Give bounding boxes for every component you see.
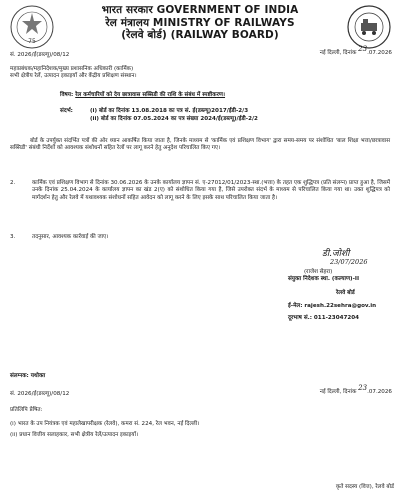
subject-label: विषय: (60, 92, 74, 98)
signature-block (288, 269, 398, 322)
signature-scribble: डी.जोशी (322, 249, 350, 259)
copy-to-list (10, 421, 390, 440)
reference-label: संदर्भ: (60, 108, 73, 114)
signatory-office: रेलवे बोर्ड (336, 289, 355, 296)
addressee-line-1: महाप्रबंधक/महानिदेशक/मुख्य प्रशासनिक अधिकारी (कार्मिक) (10, 66, 134, 72)
svg-text:75: 75 (28, 38, 36, 45)
date-suffix: .07.2026 (367, 50, 392, 56)
signatory-title: संयुक्त निदेशक स्था. (कल्याण)-II (288, 276, 360, 283)
signatory-phone: दूरभाष सं.: 011-23047204 (288, 314, 360, 321)
footer-date (282, 384, 392, 396)
header-line-2: रेल मंत्रालय MINISTRY OF RAILWAYS (105, 16, 295, 29)
bharat-swatantrata-emblem (10, 5, 54, 49)
header-line-1: भारत सरकार GOVERNMENT OF INDIA (101, 4, 299, 16)
subject (60, 92, 390, 99)
signature-date: 23/07/2026 (330, 258, 368, 266)
paragraph-2 (10, 180, 390, 202)
addressee (10, 66, 300, 81)
date-prefix: नई दिल्ली, दिनांक (319, 50, 357, 56)
copy-to-label: प्रतिलिपि प्रेषित: (10, 407, 43, 413)
enclosure: संलग्नक: यथोक्त (10, 373, 46, 379)
copy-to-item-1: (i) भारत के उप नियंत्रक एवं महालेखापरीक्षक (रेलवे), कमरा सं. 224, रेल भवन, नई दिल्ली। (10, 421, 200, 427)
paragraph-3 (10, 234, 390, 241)
letterhead (70, 4, 330, 42)
paragraph-2-text: कार्मिक एवं प्रशिक्षण विभाग से दिनांक 30.06.2026 के उनके कार्यालय ज्ञापन सं. ए-27012/01/2023-स्था.(भत्ता) के तहत एक शुद्धिपत्र (प्रति संलग्न) प्राप्त हुआ है, जिसमें उनके दिनांक 25.04.2024 के कार्यालय ज्ञापन का खंड 2(ए) को संशोधित किया गया है, जिसे उपरोक्त संदर्भ के माध्यम से परिचालित किया गया था। उक्त शुद्धिपत्र को मार्गदर्शन हेतु और रेलवे में यथावश्यक संशोधनों सहित आवेदन को लागू करने के लिए इसके साथ परिचालित किया जाता है। (32, 180, 390, 201)
copy-to-item-2: (ii) प्रधान वित्तीय सलाहकार, सभी क्षेत्रीय रेलें/उत्पादन इकाइयाँ। (10, 432, 139, 439)
footer-date-handwritten: 23 (358, 384, 368, 392)
footer-date-suffix: .07.2026 (367, 389, 392, 395)
paragraph-3-number: 3. (10, 234, 16, 240)
paragraph-1: बोर्ड के उपर्युक्त संदर्भित पत्रों की ओर ध्यान आकर्षित किया जाता है, जिनके माध्यम से 'कार्मिक एवं प्रशिक्षण विभाग' द्वारा समय-समय पर संशोधित 'बाल शिक्षा भत्ता/छात्रावास सब्सिडी' संबंधी निर्देशों को आवश्यक संशोधनों सहित रेलों पर लागू करने हेतु अनुदेश परिचालित किए गए। (10, 138, 390, 152)
date-handwritten: 23 (358, 45, 368, 53)
indian-railways-logo (347, 5, 391, 49)
reference-item-1: (i) बोर्ड का दिनांक 13.08.2018 का पत्र सं. ई(डब्ल्यू)2017/ईडी-2/3 (90, 108, 249, 114)
addressee-line-2: सभी क्षेत्रीय रेलें, उत्पादन इकाइयाँ और केंद्रीय प्रशिक्षण संस्थान। (10, 73, 137, 80)
subject-text: रेल कर्मचारियों को देय छात्रावास सब्सिडी की राशि के संबंध में स्पष्टीकरण। (75, 92, 226, 98)
footer-reference-number: सं. 2026/ई(डब्ल्यू)/08/12 (10, 391, 70, 397)
signatory-name: (राजेश सेहरा) (304, 269, 333, 275)
sign-off: कृते सदस्य (वित्त), रेलवे बोर्ड (335, 484, 394, 490)
paragraph-3-text: तदनुसार, आवश्यक कार्रवाई की जाए। (32, 234, 109, 240)
reference-number: सं. 2026/ई(डब्ल्यू)/08/12 (10, 52, 70, 58)
signatory-email: ई-मेल: rajesh.22sehra@gov.in (288, 303, 377, 310)
reference-date (282, 45, 392, 57)
reference-item-2: (ii) बोर्ड का दिनांक 07.05.2024 का पत्र संख्या 2024/ई(डब्ल्यू)/ईडी-2/2 (90, 116, 258, 123)
header-line-3: (रेलवे बोर्ड) (RAILWAY BOARD) (121, 29, 279, 41)
references (60, 108, 390, 124)
paragraph-2-number: 2. (10, 180, 16, 186)
footer-date-prefix: नई दिल्ली, दिनांक (319, 389, 357, 395)
